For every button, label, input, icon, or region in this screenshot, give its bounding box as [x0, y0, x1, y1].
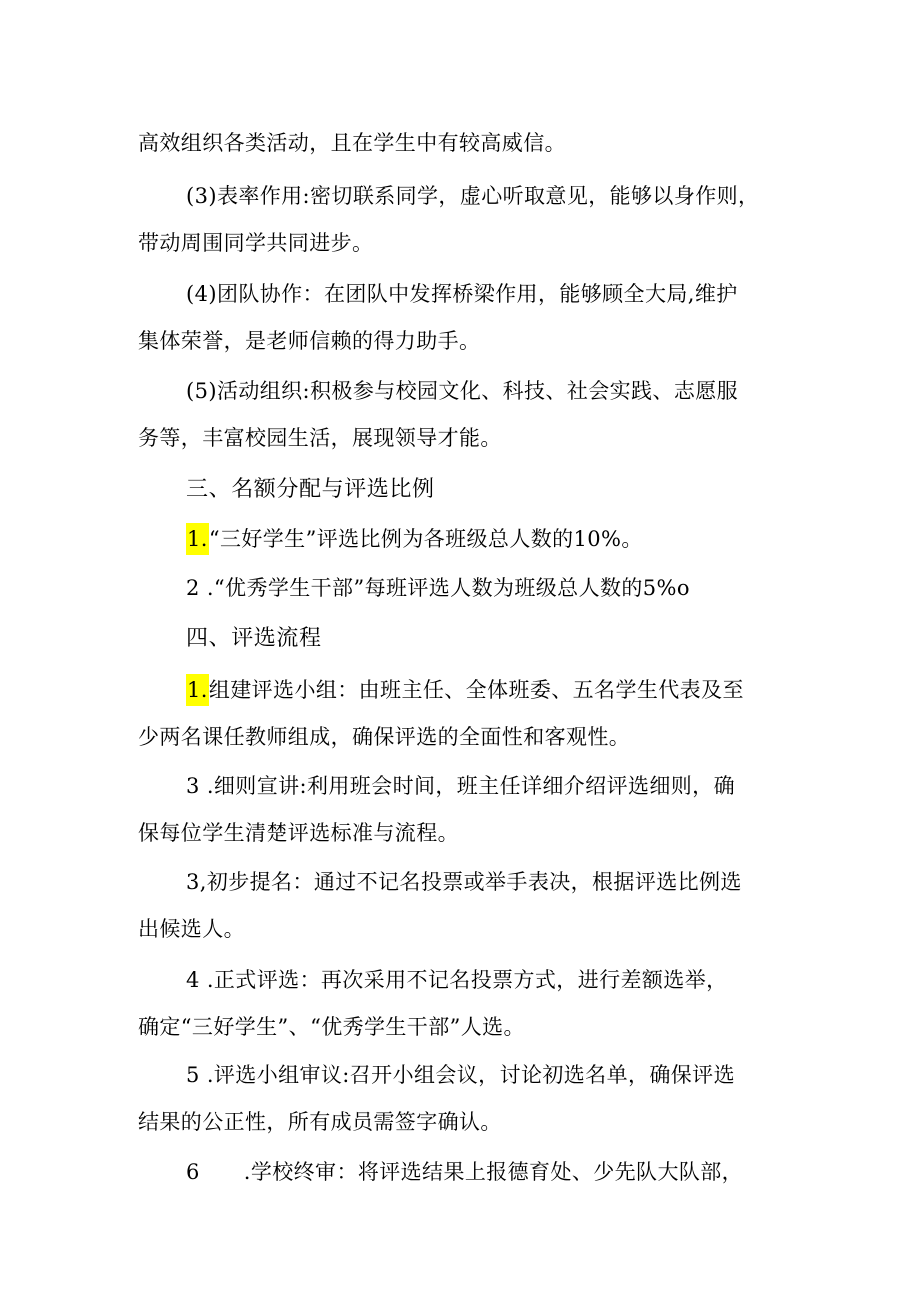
list-item: 5 .评选小组审议:召开小组会议，讨论初选名单，确保评选: [186, 1063, 735, 1087]
list-item: [186, 675, 744, 705]
list-item: 4 .正式评选：再次采用不记名投票方式，进行差额选举，: [186, 968, 728, 992]
paragraph-line: 集体荣誉，是老师信赖的得力助手。: [138, 329, 481, 353]
paragraph-line: 务等，丰富校园生活，展现领导才能。: [138, 426, 502, 450]
list-item: 3,初步提名：通过不记名投票或举手表决，根据评选比例选: [186, 870, 742, 894]
paragraph-line: 高效组织各类活动，且在学生中有较高威信。: [138, 131, 566, 155]
paragraph-line: 带动周围同学共同进步。: [138, 231, 374, 255]
section-heading-4: 四、评选流程: [186, 626, 322, 651]
list-item: 2 .“优秀学生干部”每班评选人数为班级总人数的5%o: [186, 576, 690, 600]
paragraph-line: (5)活动组织:积极参与校园文化、科技、社会实践、志愿服: [186, 379, 739, 403]
list-item-number: 6: [186, 1160, 200, 1184]
paragraph-line: 结果的公正性，所有成员需签字确认。: [138, 1110, 502, 1134]
section-heading-3: 三、名额分配与评选比例: [186, 477, 435, 502]
paragraph-line: (4)团队协作：在团队中发挥桥梁作用，能够顾全大局,维护: [186, 282, 738, 306]
paragraph-line: 保每位学生清楚评选标准与流程。: [138, 821, 459, 845]
paragraph-line: 出候选人。: [138, 917, 245, 941]
list-item: [186, 524, 643, 554]
highlighted-number: 1.: [186, 523, 209, 555]
list-item: 3 .细则宣讲:利用班会时间，班主任详细介绍评选细则，确: [186, 774, 735, 798]
paragraph-line: 确定“三好学生”、“优秀学生干部”人选。: [138, 1015, 525, 1039]
paragraph-line: 少两名课任教师组成，确保评选的全面性和客观性。: [138, 725, 631, 749]
paragraph-line: (3)表率作用:密切联系同学，虚心听取意见，能够以身作则，: [186, 184, 760, 208]
list-item-text: 组建评选小组：由班主任、全体班委、五名学生代表及至: [208, 678, 744, 702]
highlighted-number: 1.: [186, 674, 209, 706]
list-item-text: “三好学生”评选比例为各班级总人数的10%。: [208, 527, 643, 551]
list-item-text: .学校终审：将评选结果上报德育处、少先队大队部，: [243, 1160, 744, 1184]
list-item: [186, 1157, 743, 1187]
